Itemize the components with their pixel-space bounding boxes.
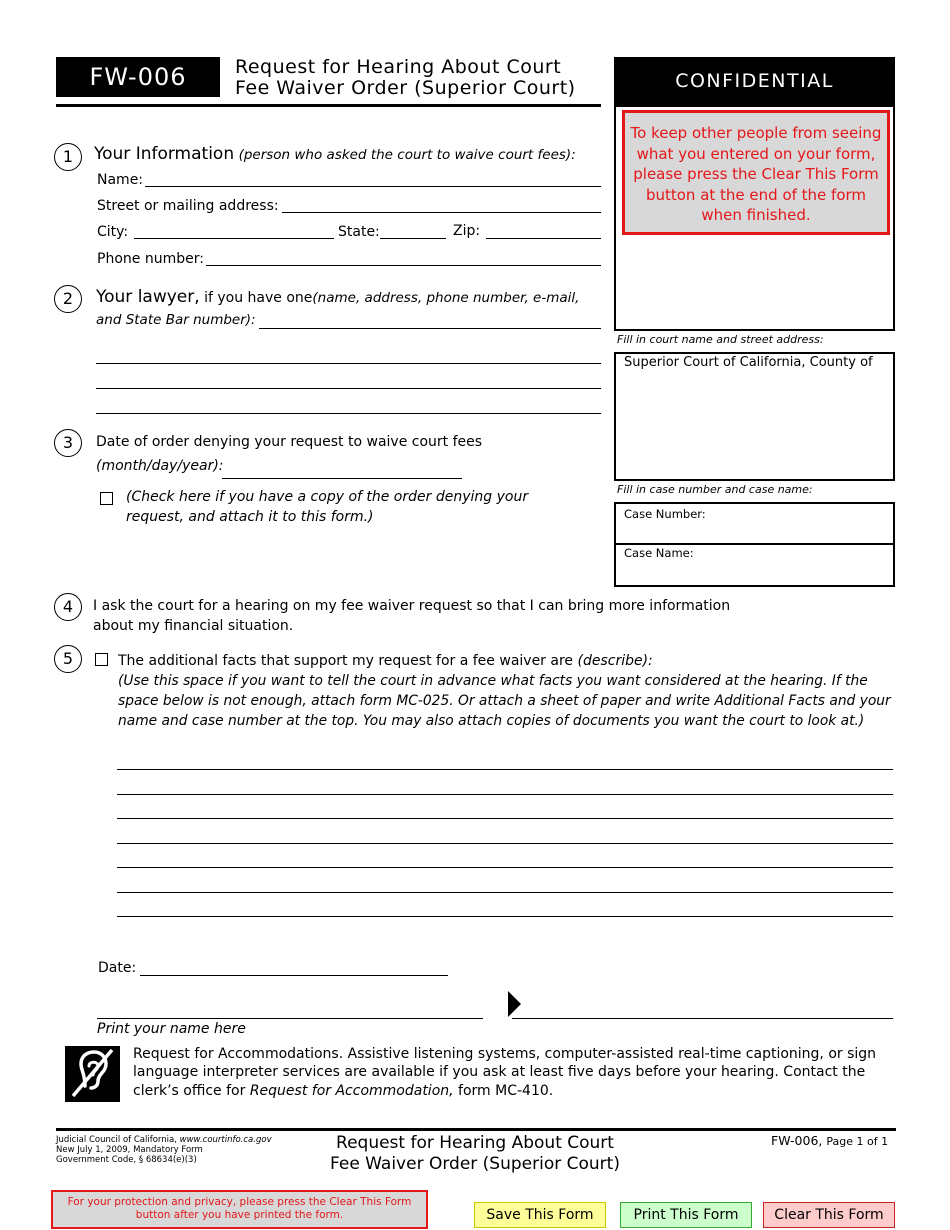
print-form-button[interactable]: Print This Form — [620, 1202, 752, 1228]
facts-line-1[interactable] — [117, 769, 893, 770]
city-label: City: — [97, 224, 129, 240]
footer-website: www.courtinfo.ca.gov — [179, 1135, 272, 1145]
item-5-instruction-3: name and case number at the top. You may also attach copies of documents you want the court to look at.) — [118, 713, 865, 729]
case-box-instruction: Fill in case number and case name: — [617, 483, 813, 496]
lawyer-input-2[interactable] — [96, 363, 601, 364]
footer-title-line-1: Request for Hearing About Court — [336, 1133, 614, 1153]
signature-arrow-icon — [508, 991, 521, 1017]
clear-form-button[interactable]: Clear This Form — [763, 1202, 895, 1228]
footer-page-info — [771, 1132, 888, 1151]
hearing-assistance-icon — [65, 1046, 120, 1102]
name-input[interactable] — [145, 186, 601, 187]
item-5-label — [118, 652, 653, 670]
court-prefix: Superior Court of California, County of — [624, 355, 873, 370]
item-4-line-2: about my financial situation. — [93, 618, 294, 634]
facts-line-6[interactable] — [117, 892, 893, 893]
footer-rule — [56, 1128, 896, 1131]
item-5-label-text: The additional facts that support my request for a fee waiver are — [118, 653, 574, 669]
item-4-number: 4 — [54, 593, 82, 621]
item-1-number: 1 — [54, 143, 82, 171]
order-copy-label-1: (Check here if you have a copy of the order denying your — [126, 489, 529, 505]
privacy-notice: To keep other people from seeing what you entered on your form, please press the Clear This Form button at the end of the form when finished. — [630, 124, 882, 224]
footer-council — [56, 1135, 272, 1145]
name-label: Name: — [97, 172, 144, 188]
accommodations-line-3-end: form MC-410. — [458, 1083, 554, 1099]
item-2-heading-rest: if you have one — [204, 290, 313, 306]
item-5-instruction-2: space below is not enough, attach form MC-025. Or attach a sheet of paper and write Additional Facts and your — [118, 693, 891, 709]
accommodations-line-3 — [133, 1082, 553, 1100]
footer-title-line-2: Fee Waiver Order (Superior Court) — [330, 1154, 620, 1174]
accommodations-line-3-start: clerk’s office for — [133, 1083, 246, 1099]
print-name-input[interactable] — [97, 1018, 483, 1019]
case-name-field[interactable] — [616, 560, 893, 585]
item-1-title: Your Information — [94, 144, 235, 164]
save-form-button[interactable]: Save This Form — [474, 1202, 606, 1228]
item-1-hint: (person who asked the court to waive court fees): — [238, 147, 576, 163]
item-3-number: 3 — [54, 429, 82, 457]
accommodations-line-1: Request for Accommodations. Assistive listening systems, computer-assisted real-time captioning, or sign — [133, 1046, 877, 1062]
phone-input[interactable] — [206, 265, 601, 266]
item-5-instruction-1: (Use this space if you want to tell the court in advance what facts you want considered at the hearing. If the — [118, 673, 868, 689]
item-2-title: Your lawyer, — [96, 287, 200, 307]
item-3-label: Date of order denying your request to waive court fees — [96, 434, 483, 450]
phone-label: Phone number: — [97, 251, 204, 267]
item-2-hint-2: and State Bar number): — [96, 312, 256, 328]
form-title-line2: Fee Waiver Order (Superior Court) — [235, 77, 576, 99]
clear-notice-line-2: button after you have printed the form. — [135, 1209, 344, 1221]
confidential-label: CONFIDENTIAL — [675, 70, 834, 92]
additional-facts-checkbox[interactable] — [95, 653, 108, 666]
zip-input[interactable] — [486, 238, 601, 239]
footer-form-ref: FW-006, — [771, 1133, 823, 1148]
footer-revision: New July 1, 2009, Mandatory Form — [56, 1145, 203, 1155]
date-label: Date: — [98, 960, 137, 976]
zip-label: Zip: — [453, 223, 481, 239]
city-input[interactable] — [134, 238, 334, 239]
state-label: State: — [338, 224, 380, 240]
form-title-line1: Request for Hearing About Court — [235, 56, 562, 78]
item-1-heading — [94, 145, 576, 164]
print-name-label: Print your name here — [97, 1021, 246, 1037]
item-2-number: 2 — [54, 285, 82, 313]
item-2-hint-1: (name, address, phone number, e-mail, — [312, 290, 580, 306]
footer-code: Government Code, § 68634(e)(3) — [56, 1155, 197, 1165]
order-date-input[interactable] — [222, 478, 462, 479]
clear-notice-line-1: For your protection and privacy, please press the Clear This Form — [67, 1196, 412, 1208]
header-rule — [56, 104, 601, 107]
court-box-instruction: Fill in court name and street address: — [617, 333, 824, 346]
facts-line-2[interactable] — [117, 794, 893, 795]
state-input[interactable] — [380, 238, 446, 239]
lawyer-input-1[interactable] — [259, 328, 601, 329]
case-number-field[interactable] — [616, 520, 893, 542]
case-name-label: Case Name: — [624, 546, 694, 560]
item-3-date-hint: (month/day/year): — [96, 458, 224, 474]
signature-input[interactable] — [512, 1018, 893, 1019]
footer-council-name: Judicial Council of California, — [56, 1135, 177, 1145]
street-input[interactable] — [282, 212, 601, 213]
order-copy-label-2: request, and attach it to this form.) — [126, 509, 374, 525]
facts-line-7[interactable] — [117, 916, 893, 917]
accommodations-form-name: Request for Accommodation, — [249, 1083, 454, 1099]
lawyer-input-3[interactable] — [96, 388, 601, 389]
item-5-number: 5 — [54, 645, 82, 673]
facts-line-4[interactable] — [117, 843, 893, 844]
facts-line-5[interactable] — [117, 867, 893, 868]
form-number: FW-006 — [89, 63, 187, 91]
item-2-heading — [96, 288, 579, 307]
accommodations-line-2: language interpreter services are available if you ask at least five days before your hearing. Contact the — [133, 1064, 866, 1080]
facts-line-3[interactable] — [117, 818, 893, 819]
lawyer-input-4[interactable] — [96, 413, 601, 414]
order-copy-checkbox[interactable] — [100, 492, 113, 505]
date-input[interactable] — [140, 975, 448, 976]
item-4-line-1: I ask the court for a hearing on my fee waiver request so that I can bring more information — [93, 598, 731, 614]
item-5-label-hint: (describe): — [577, 653, 653, 669]
footer-page-number: Page 1 of 1 — [826, 1135, 889, 1148]
street-label: Street or mailing address: — [97, 198, 279, 214]
case-number-label: Case Number: — [624, 507, 706, 521]
